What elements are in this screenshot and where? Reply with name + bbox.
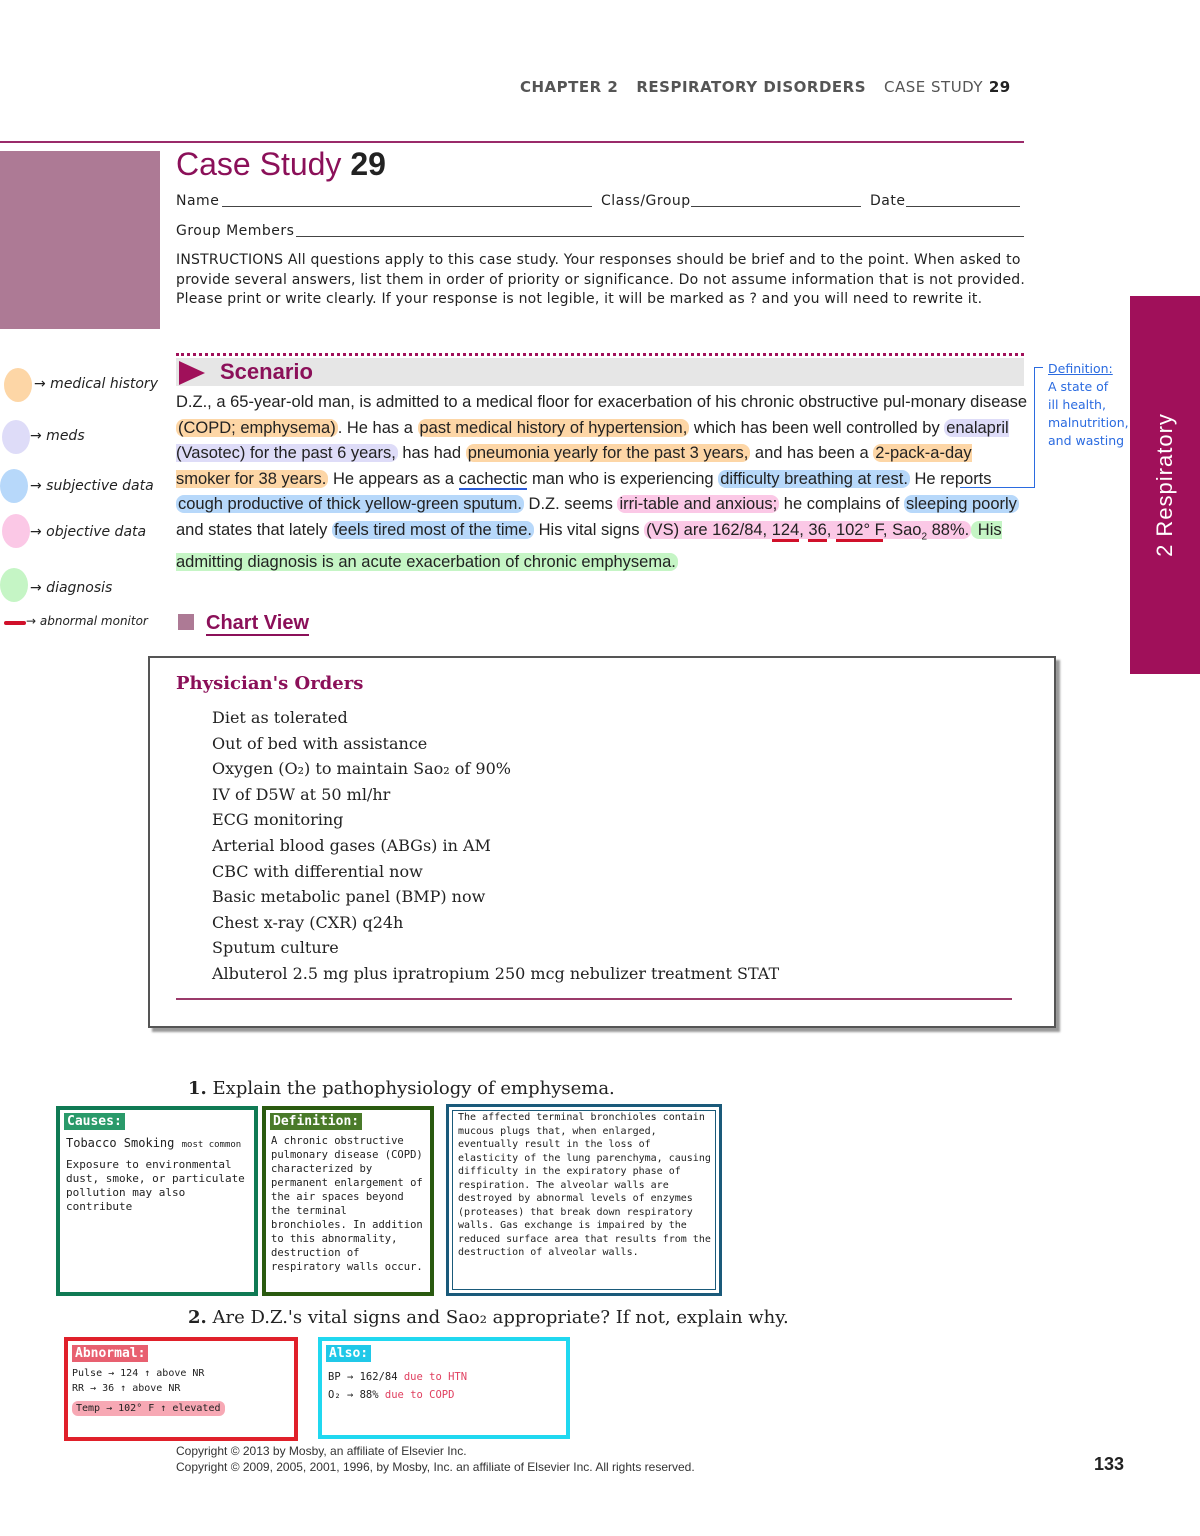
abnormal-card bbox=[64, 1337, 298, 1441]
order-item: Chest x-ray (CXR) q24h bbox=[212, 912, 404, 932]
chapter-label: CHAPTER 2 bbox=[520, 78, 619, 96]
order-item: Albuterol 2.5 mg plus ipratropium 250 mcg nebulizer treatment STAT bbox=[212, 963, 780, 983]
class-field[interactable] bbox=[691, 206, 861, 207]
legend-subjective: → subjective data bbox=[30, 478, 154, 494]
order-item: ECG monitoring bbox=[212, 810, 344, 830]
scenario-dotted-rule bbox=[176, 353, 1024, 356]
scenario-header bbox=[176, 358, 1024, 386]
chart-view-label: Chart View bbox=[206, 612, 309, 634]
case-number: 29 bbox=[988, 78, 1011, 96]
also-line: O₂ → 88% due to COPD bbox=[328, 1389, 455, 1401]
legend-abnormal: → abnormal monitor bbox=[26, 614, 148, 628]
definition-line: ill health, bbox=[1048, 397, 1106, 412]
definition-bracket bbox=[1034, 367, 1043, 488]
definition-line: and wasting bbox=[1048, 433, 1125, 448]
copyright-line: Copyright © 2009, 2005, 2001, 1996, by Mosby, Inc. an affiliate of Elsevier Inc. All rights reserved. bbox=[176, 1460, 695, 1474]
order-item: Oxygen (O₂) to maintain Sao₂ of 90% bbox=[212, 759, 511, 779]
order-item: CBC with differential now bbox=[212, 861, 423, 881]
definition-card bbox=[262, 1106, 434, 1296]
side-tab-label: 2 Respiratory bbox=[1152, 413, 1177, 557]
orders-rule bbox=[176, 998, 1012, 1000]
causes-line1: Tobacco Smoking most common bbox=[66, 1136, 242, 1150]
section-label: RESPIRATORY DISORDERS bbox=[636, 78, 867, 96]
members-field[interactable] bbox=[296, 236, 1024, 237]
scenario-heading: Scenario bbox=[220, 359, 313, 384]
play-arrow-icon bbox=[179, 361, 205, 385]
legend-dot-subjective bbox=[0, 469, 28, 503]
also-head: Also: bbox=[326, 1345, 371, 1362]
legend-dot-meds bbox=[2, 420, 30, 454]
causes-card bbox=[56, 1106, 258, 1296]
pathophysiology-card bbox=[446, 1104, 722, 1296]
abnormal-line: Temp → 102° F ↑ elevated bbox=[72, 1401, 225, 1416]
definition-head: Definition: bbox=[270, 1113, 362, 1130]
name-label: Name bbox=[176, 193, 220, 209]
page-number: 133 bbox=[1094, 1454, 1125, 1474]
abnormal-head: Abnormal: bbox=[72, 1345, 148, 1362]
definition-note bbox=[1048, 360, 1129, 450]
order-item: Arterial blood gases (ABGs) in AM bbox=[212, 835, 491, 855]
legend-dash-abnormal bbox=[4, 621, 26, 625]
copyright bbox=[176, 1443, 695, 1475]
name-field[interactable] bbox=[222, 206, 592, 207]
definition-text: A chronic obstructive pulmonary disease (COPD) characterized by permanent enlargement of the air spaces beyond the terminal bronchioles. In addition to this abnormality, destruction of respiratory walls occur. bbox=[271, 1135, 423, 1273]
title-prefix: Case Study bbox=[176, 146, 342, 182]
title-number: 29 bbox=[350, 146, 386, 182]
legend-diagnosis: → diagnosis bbox=[30, 580, 113, 596]
square-icon bbox=[178, 614, 194, 630]
top-rule bbox=[0, 141, 1024, 143]
causes-line2: Exposure to environmental dust, smoke, or particulate pollution may also contribute bbox=[66, 1158, 245, 1213]
order-item: IV of D5W at 50 ml/hr bbox=[212, 784, 391, 804]
also-line: BP → 162/84 due to HTN bbox=[328, 1371, 468, 1383]
order-item: Diet as tolerated bbox=[212, 708, 348, 727]
page-title bbox=[176, 146, 386, 183]
date-field[interactable] bbox=[906, 206, 1020, 207]
date-label: Date bbox=[870, 193, 906, 209]
legend-meds: → meds bbox=[30, 428, 85, 444]
running-head bbox=[520, 78, 1011, 96]
abnormal-line: RR → 36 ↑ above NR bbox=[72, 1383, 181, 1394]
instructions: INSTRUCTIONS All questions apply to this case study. Your responses should be brief and to the point. When asked to provide several answers, list them in order of priority or significance. Do not assume information that is not provided. Please print or write clearly. If your response is not legible, it will be marked as ? and you will need to rewrite it. bbox=[176, 252, 1026, 307]
decorative-block bbox=[0, 151, 160, 329]
order-item: Sputum culture bbox=[212, 938, 339, 958]
legend-dot-history bbox=[4, 368, 32, 402]
class-label: Class/Group bbox=[601, 193, 691, 209]
legend-dot-objective bbox=[2, 514, 30, 548]
definition-line: malnutrition, bbox=[1048, 415, 1129, 430]
orders-title: Physician's Orders bbox=[176, 673, 364, 694]
case-label: CASE STUDY bbox=[884, 78, 984, 96]
copyright-line: Copyright © 2013 by Mosby, an affiliate of Elsevier Inc. bbox=[176, 1444, 467, 1458]
question-1: 1. Explain the pathophysiology of emphysema. bbox=[188, 1078, 615, 1099]
order-item: Basic metabolic panel (BMP) now bbox=[212, 887, 486, 907]
also-card bbox=[318, 1337, 570, 1439]
legend-history: → medical history bbox=[34, 376, 158, 392]
pathophysiology-text: The affected terminal bronchioles contain mucous plugs that, when enlarged, eventually result in the loss of elasticity of the lung parenchyma, causing difficulty in the expiratory phase of respiration. The alveolar walls are destroyed by abnormal levels of enzymes (proteases) that break down respiratory walls. Gas exchange is impaired by the reduced surface area that results from the destruction of alveolar walls. bbox=[458, 1112, 711, 1258]
chart-view-heading bbox=[178, 612, 309, 635]
legend-dot-diagnosis bbox=[0, 568, 28, 602]
question-2: 2. Are D.Z.'s vital signs and Sao₂ appropriate? If not, explain why. bbox=[188, 1307, 789, 1328]
scenario-text: D.Z., a 65-year-old man, is admitted to a medical floor for exacerbation of his chronic obstructive pul-monary disease (COPD; emphysema) . He has a past medical history of hypertension, which has been well controlled by enalapril (Vasotec) for the past 6 years, has had pneumonia yearly for the past 3 years, and has been a 2-pack-a-day smoker for 38 years. He appears as a cachectic man who is experiencing difficulty breathing at rest. He reports cough productive of thick yellow-green sputum. D.Z. seems irri-table and anxious; he complains of sleeping poorly and states that lately feels tired most of the time. His vital signs (VS) are 162/84, 124, 36, 102° F, Sao$_2$ 88%. His admitting diagnosis is an acute exacerbation of chronic emphysema. bbox=[176, 393, 1028, 571]
causes-head: Causes: bbox=[64, 1113, 125, 1130]
members-label: Group Members bbox=[176, 223, 295, 239]
legend-objective: → objective data bbox=[30, 524, 147, 540]
orders-list bbox=[212, 705, 779, 987]
order-item: Out of bed with assistance bbox=[212, 733, 428, 753]
abnormal-line: Pulse → 124 ↑ above NR bbox=[72, 1368, 205, 1379]
definition-title: Definition: bbox=[1048, 361, 1113, 376]
definition-line: A state of bbox=[1048, 379, 1109, 394]
chapter-side-tab bbox=[1130, 296, 1200, 674]
